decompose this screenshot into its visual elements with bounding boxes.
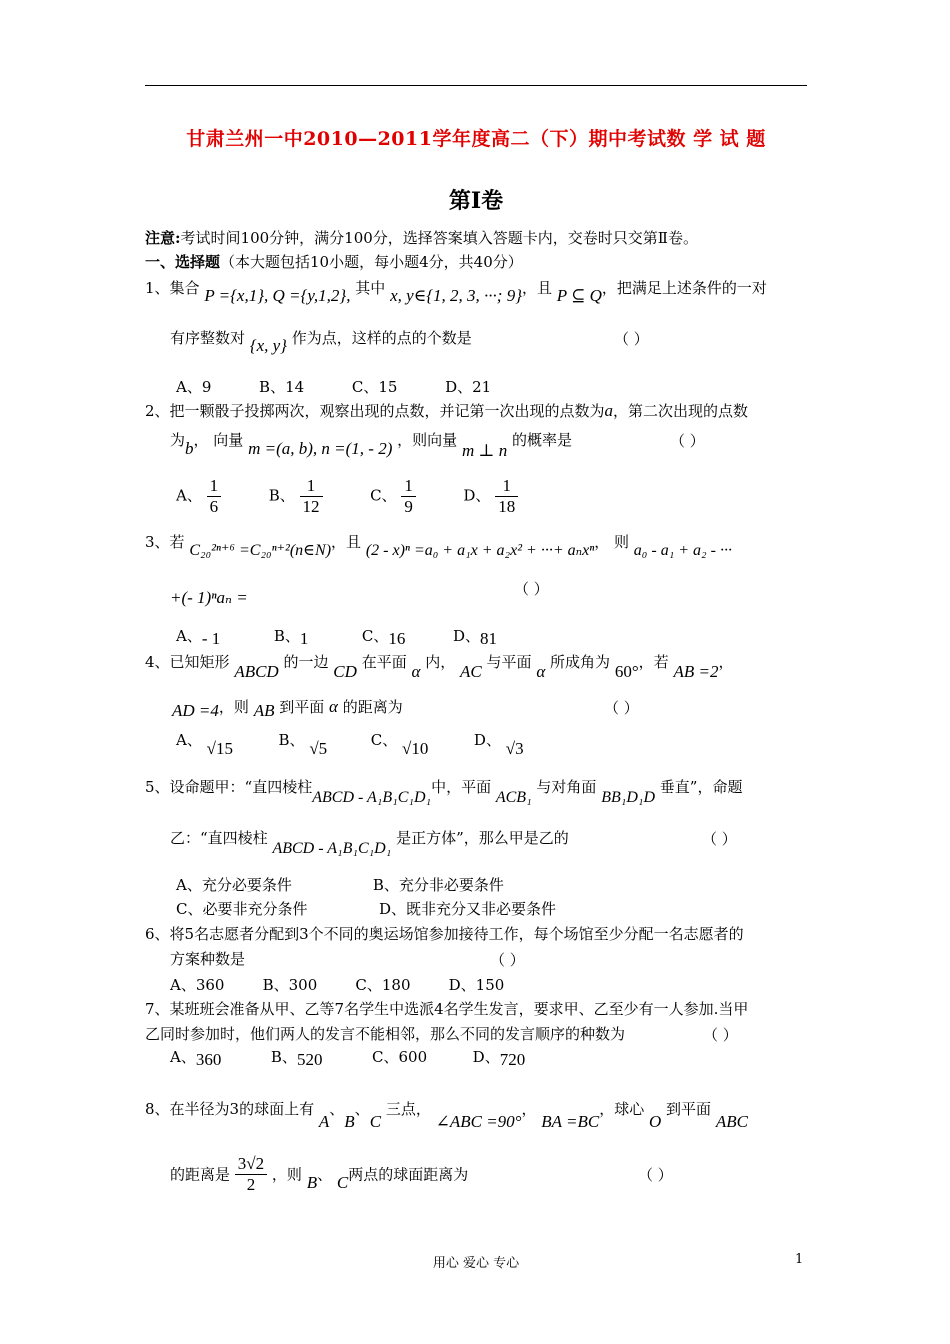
q3-option-label: C、 [361,627,389,645]
q7-option-c: C、600 [372,1048,428,1066]
q3-math-alternating-sum: a₀ - a₁ + a₂ - ··· [633,542,732,559]
q8-text: ，球心 [599,1100,645,1118]
q3-option-label: B、 [273,627,300,645]
q8-text: 8、在半径为3的球面上有 [145,1100,315,1118]
q4-math: AB [253,701,275,720]
q2-text: ，则向量 [397,431,458,449]
q5-line2 [170,828,569,857]
q2-option-b-fraction [300,476,323,517]
page-title: 甘肃兰州一中2010—2011学年度高二（下）期中考试数 学 试 题 [186,128,766,150]
q4-text: 到平面 [279,698,325,716]
q1-options: A、9 B、14 C、15 D、21 [176,378,492,396]
q4-text: 4、已知矩形 [145,653,230,671]
q8-text: ，则 [271,1165,302,1184]
q4-text: ，则 [218,698,249,716]
q7-line1: 7、某班班会准备从甲、乙等7名学生中选派4名学生发言，要求甲、乙至少有一人参加.当甲 [145,1000,749,1018]
q3-line1 [145,532,732,559]
q1-text: ，且 [522,279,553,297]
q4-text: 在平面 [361,653,407,671]
q8-line2 [170,1154,468,1206]
q5-line1 [145,777,743,806]
q8-text: 三点， [385,1100,431,1118]
q2-text: 的概率是 [511,431,572,449]
q7-option-label: D、 [472,1048,500,1066]
q2-math-b: b [185,439,194,458]
q2-option-d-fraction [495,476,518,517]
q4-text: ， [718,653,734,671]
q8-math: C [369,1112,382,1131]
notice-text: 考试时间100分钟，满分100分，选择答案填入答题卡内，交卷时只交第Ⅱ卷。 [180,229,699,247]
q7-option-b-value: 520 [296,1050,323,1069]
q2-line1 [145,401,748,421]
q8-text: 到平面 [666,1100,712,1118]
q1-text: 1、集合 [145,279,200,297]
fraction-denominator: 18 [498,497,516,516]
q8-distance-fraction [235,1154,267,1195]
section-label: 一、选择题 [145,253,221,271]
q4-line1 [145,652,734,681]
q7-option-a-value: 360 [195,1050,222,1069]
fraction-denominator: 2 [246,1175,256,1194]
notice-label: 注意: [145,229,181,247]
q5-math-prism: ABCD - A₁B₁C₁D₁ [272,840,392,857]
q3-option-a-value: - 1 [201,629,221,648]
q4-option-label: A、 [176,731,202,749]
q5-text: 是正方体”，那么甲是乙的 [396,829,569,847]
q8-math: ABC [715,1112,748,1131]
q4-math: CD [333,662,357,681]
q8-text: 、 [317,1165,333,1184]
q4-answer-paren: （ ） [604,699,639,717]
q8-math: C [336,1172,349,1192]
q2-option-label: C、 [370,486,397,505]
q3-option-label: D、 [452,627,480,645]
q3-option-d-value: 81 [480,629,497,648]
page-number: 1 [795,1252,804,1267]
q5-math-plane: ACB₁ [495,789,532,806]
notice-line [145,228,698,248]
q6-line1: 6、将5名志愿者分配到3个不同的奥运场馆参加接待工作，每个场馆至少分配一名志愿者的 [145,925,744,943]
q8-line1 [145,1099,748,1131]
q4-math: AC [460,662,482,681]
q1-text: 作为点，这样的点的个数是 [291,329,472,347]
q4-text: 的一边 [283,653,329,671]
q3-option-label: A、 [176,627,202,645]
q1-line2 [170,328,472,355]
fraction-denominator: 6 [209,497,219,516]
q4-option-label: B、 [278,731,305,749]
q2-text: 2、把一颗骰子投掷两次，观察出现的点数，并记第一次出现的点数为 [145,402,605,420]
q6-line2: 方案种数是 [170,950,246,968]
q4-text: ，若 [638,653,669,671]
q5-text: 与对角面 [536,778,597,796]
q4-option-c-value: √10 [402,739,429,758]
q4-math: AD =4 [172,701,219,720]
q2-text: ， 向量 [193,431,244,449]
q5-text: 5、设命题甲：“直四棱柱 [145,778,313,796]
q8-text: 的距离是 [170,1165,231,1184]
q1-text: ，把满足上述条件的一对 [601,279,767,297]
q1-line1 [145,278,767,305]
q2-option-label: A、 [176,486,202,505]
q4-line2 [172,697,403,720]
q8-math: BA =BC [541,1112,600,1131]
q2-options [176,476,518,522]
page-footer: 用心 爱心 专心 [432,1256,520,1271]
q1-math-sets: P ={x,1}, Q ={y,1,2}, [204,286,351,305]
q2-option-label: D、 [463,486,491,505]
q4-options [176,730,524,758]
q2-option-label: B、 [268,486,295,505]
q7-option-label: A、 [170,1048,196,1066]
q4-math: α [411,662,421,681]
q2-answer-paren: （ ） [670,432,705,450]
q2-text: ，第二次出现的点数 [613,402,749,420]
q8-text: 、 [329,1100,345,1118]
header-rule [145,85,807,86]
q7-option-d-value: 720 [499,1050,526,1069]
q4-math: ABCD [234,662,279,681]
q2-text: 为 [170,431,186,449]
q3-text: ， 则 [594,533,630,551]
q2-math-perp: m ⊥ n [461,441,508,460]
q3-option-b-value: 1 [299,629,309,648]
q4-math: α [536,662,546,681]
q8-math: O [648,1112,662,1131]
q3-text: ，且 [331,533,362,551]
q2-math-vectors: m =(a, b), n =(1, - 2) [248,439,393,458]
q8-answer-paren: （ ） [638,1166,673,1184]
q1-math-pair: {x, y} [249,336,287,355]
q1-text: 有序整数对 [170,329,246,347]
q4-text: 的距离为 [342,698,403,716]
q7-option-label: B、 [270,1048,297,1066]
q4-option-a-value: √15 [206,739,233,758]
q7-answer-paren: （ ） [703,1026,738,1044]
q7-options [170,1047,525,1067]
q8-math-angle: ∠ABC =90° [435,1112,522,1131]
q4-text: 与平面 [486,653,532,671]
q1-answer-paren: （ ） [614,330,649,348]
q4-option-d-value: √3 [505,739,524,758]
q5-answer-paren: （ ） [702,830,737,848]
q5-text: 中，平面 [431,778,492,796]
q5-text: 垂直”，命题 [659,778,743,796]
q1-text: 其中 [355,279,386,297]
q5-math-prism: ABCD - A₁B₁C₁D₁ [312,789,432,806]
fraction-numerator: 1 [495,476,518,497]
q3-line2 [170,588,248,608]
q4-option-label: C、 [370,731,398,749]
q6-options: A、360 B、300 C、180 D、150 [170,976,505,994]
q4-math: α [329,697,338,716]
q1-math-subset: P ⊆ Q [556,286,602,305]
q5-math-diagonal-plane: BB₁D₁D [601,789,655,806]
q3-text: 3、若 [145,533,185,551]
q8-text: 、 [354,1100,370,1118]
q2-math-a: a [604,401,614,420]
q4-option-b-value: √5 [309,739,328,758]
q2-option-a-fraction [207,476,222,517]
q3-option-c-value: 16 [388,629,406,648]
q8-text: 两点的球面距离为 [348,1165,469,1184]
q4-text: 内， [425,653,456,671]
fraction-denominator: 9 [404,497,413,516]
q8-math: A [318,1112,330,1131]
q2-line2 [170,430,572,460]
section-desc: （本大题包括10小题，每小题4分，共40分） [220,253,523,271]
volume-heading: 第Ⅰ卷 [448,188,504,214]
q2-option-c-fraction [401,476,416,517]
fraction-numerator: 1 [300,476,323,497]
q3-math-expansion: (2 - x)ⁿ =a₀ + a₁x + a₂x² + ···+ aₙxⁿ [365,542,595,559]
q3-math-alternating-tail: +(- 1)ⁿaₙ = [170,588,248,607]
q4-math: AB =2 [673,662,719,681]
q1-math-domain: x, y∈{1, 2, 3, ···; 9} [390,286,522,305]
fraction-numerator: 1 [401,476,416,497]
q3-answer-paren: （ ） [514,580,549,598]
q4-text: 所成角为 [550,653,611,671]
q5-text: 乙：“直四棱柱 [170,829,268,847]
q4-math-angle: 60° [614,662,639,681]
fraction-numerator: 1 [207,476,222,497]
q7-line2: 乙同时参加时，他们两人的发言不能相邻，那么不同的发言顺序的种数为 [145,1025,626,1043]
q5-options-ab: A、充分必要条件 B、充分非必要条件 [176,876,504,894]
fraction-numerator: 3√2 [235,1154,267,1175]
q8-math: B [344,1112,355,1131]
q3-math-combination: C₂₀²ⁿ⁺⁶ =C₂₀ⁿ⁺²(n∈N) [189,542,332,559]
q4-option-label: D、 [473,731,501,749]
q3-options [176,626,497,646]
section-heading [145,252,523,272]
q8-text: ， [521,1100,537,1118]
q5-options-cd: C、必要非充分条件 D、既非充分又非必要条件 [176,900,557,918]
fraction-denominator: 12 [302,497,320,516]
q8-math: B [306,1172,318,1192]
q6-answer-paren: （ ） [490,951,525,969]
